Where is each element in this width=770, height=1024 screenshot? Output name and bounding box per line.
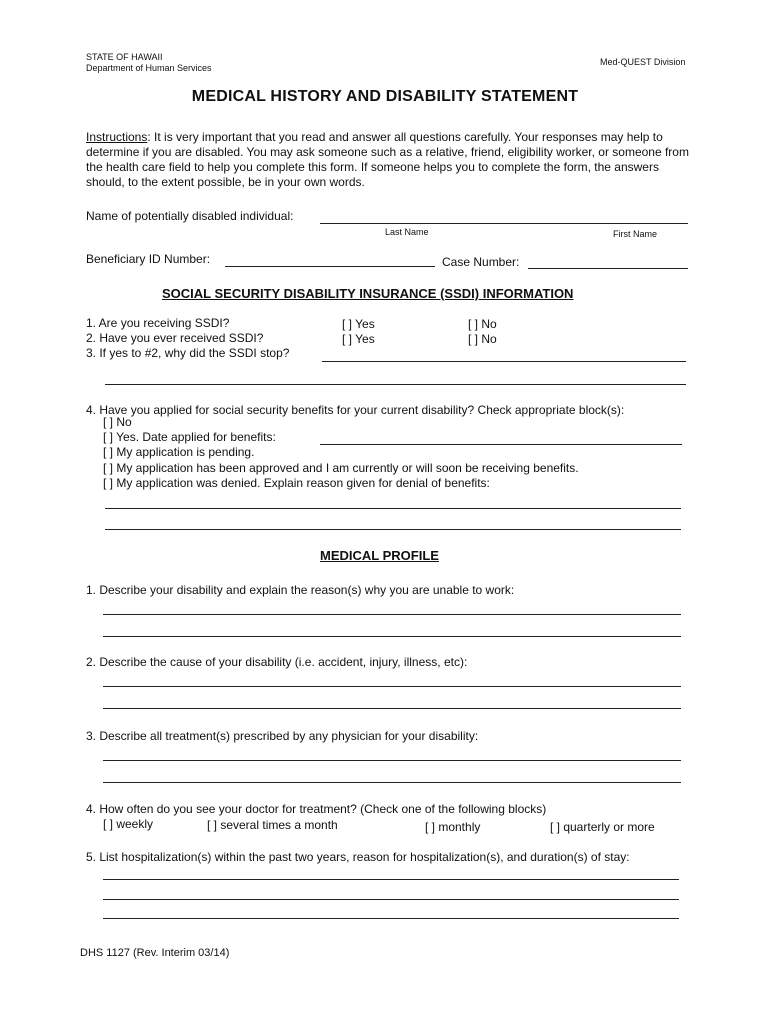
freq-quarterly[interactable]: [ ] quarterly or more <box>550 820 655 834</box>
ssdi-q4: 4. Have you applied for social security benefits for your current disability? Check appropriate block(s): <box>86 403 625 417</box>
last-name-caption: Last Name <box>385 227 429 237</box>
freq-several[interactable]: [ ] several times a month <box>207 818 338 832</box>
ssdi-q4-yes[interactable]: [ ] Yes. Date applied for benefits: <box>103 430 276 444</box>
ssdi-q3-field-2[interactable] <box>105 384 686 385</box>
ssdi-q4-pending[interactable]: [ ] My application is pending. <box>103 445 255 459</box>
ssdi-q1-yes[interactable]: [ ] Yes <box>342 317 375 331</box>
ssdi-q2: 2. Have you ever received SSDI? <box>86 331 264 345</box>
division-label: Med-QUEST Division <box>600 57 686 67</box>
medical-heading: MEDICAL PROFILE <box>320 548 439 563</box>
page-title: MEDICAL HISTORY AND DISABILITY STATEMENT <box>191 88 579 105</box>
name-label: Name of potentially disabled individual: <box>86 209 294 223</box>
medical-q2-field-2[interactable] <box>103 708 681 709</box>
medical-q5-field[interactable] <box>103 879 679 880</box>
medical-q3-field[interactable] <box>103 760 681 761</box>
freq-monthly[interactable]: [ ] monthly <box>425 820 481 834</box>
ssdi-q4-approved[interactable]: [ ] My application has been approved and I am currently or will soon be receiving benefits. <box>103 461 579 475</box>
medical-q5-field-3[interactable] <box>103 918 679 919</box>
medical-q5-field-2[interactable] <box>103 899 679 900</box>
ssdi-q3: 3. If yes to #2, why did the SSDI stop? <box>86 346 290 360</box>
first-name-caption: First Name <box>613 229 658 239</box>
instructions-text: : It is very important that you read and answer all questions carefully. Your responses may help to determine if you are disabled. You may ask someone such as a relative, friend, eligibility worker, or someone from the health care field to help you complete this form. If someone helps you to complete the form, the answers should, to the extent possible, be in your own words. <box>86 130 689 189</box>
denial-reason-field-2[interactable] <box>105 529 681 530</box>
ssdi-q3-field[interactable] <box>322 361 686 362</box>
state-label: STATE OF HAWAII <box>86 52 163 62</box>
medical-q2-field[interactable] <box>103 686 681 687</box>
case-label: Case Number: <box>442 255 520 269</box>
medical-q2: 2. Describe the cause of your disability (i.e. accident, injury, illness, etc): <box>86 655 468 669</box>
date-applied-field[interactable] <box>320 444 682 445</box>
ssdi-q2-no[interactable]: [ ] No <box>468 332 497 346</box>
department-label: Department of Human Services <box>86 63 212 73</box>
ssdi-q4-no[interactable]: [ ] No <box>103 415 132 429</box>
ssdi-heading: SOCIAL SECURITY DISABILITY INSURANCE (SSDI) INFORMATION <box>162 286 574 301</box>
ssdi-q1: 1. Are you receiving SSDI? <box>86 316 230 330</box>
form-number: DHS 1127 (Rev. Interim 03/14) <box>80 947 230 959</box>
medical-q4: 4. How often do you see your doctor for treatment? (Check one of the following blocks) <box>86 802 547 816</box>
ssdi-q1-no[interactable]: [ ] No <box>468 317 497 331</box>
instructions <box>86 130 696 190</box>
instructions-label: Instructions <box>86 130 148 144</box>
ssdi-q2-yes[interactable]: [ ] Yes <box>342 332 375 346</box>
name-field[interactable] <box>320 223 688 224</box>
ssdi-q4-denied[interactable]: [ ] My application was denied. Explain reason given for denial of benefits: <box>103 476 490 490</box>
medical-q1: 1. Describe your disability and explain the reason(s) why you are unable to work: <box>86 583 515 597</box>
medical-q1-field-2[interactable] <box>103 636 681 637</box>
medical-q1-field[interactable] <box>103 614 681 615</box>
case-field[interactable] <box>528 268 688 269</box>
denial-reason-field[interactable] <box>105 508 681 509</box>
medical-q5: 5. List hospitalization(s) within the past two years, reason for hospitalization(s), and duration(s) of stay: <box>86 850 630 864</box>
freq-weekly[interactable]: [ ] weekly <box>103 817 154 831</box>
medical-q3: 3. Describe all treatment(s) prescribed by any physician for your disability: <box>86 729 479 743</box>
beneficiary-label: Beneficiary ID Number: <box>86 252 211 266</box>
beneficiary-field[interactable] <box>225 266 435 267</box>
medical-q3-field-2[interactable] <box>103 782 681 783</box>
